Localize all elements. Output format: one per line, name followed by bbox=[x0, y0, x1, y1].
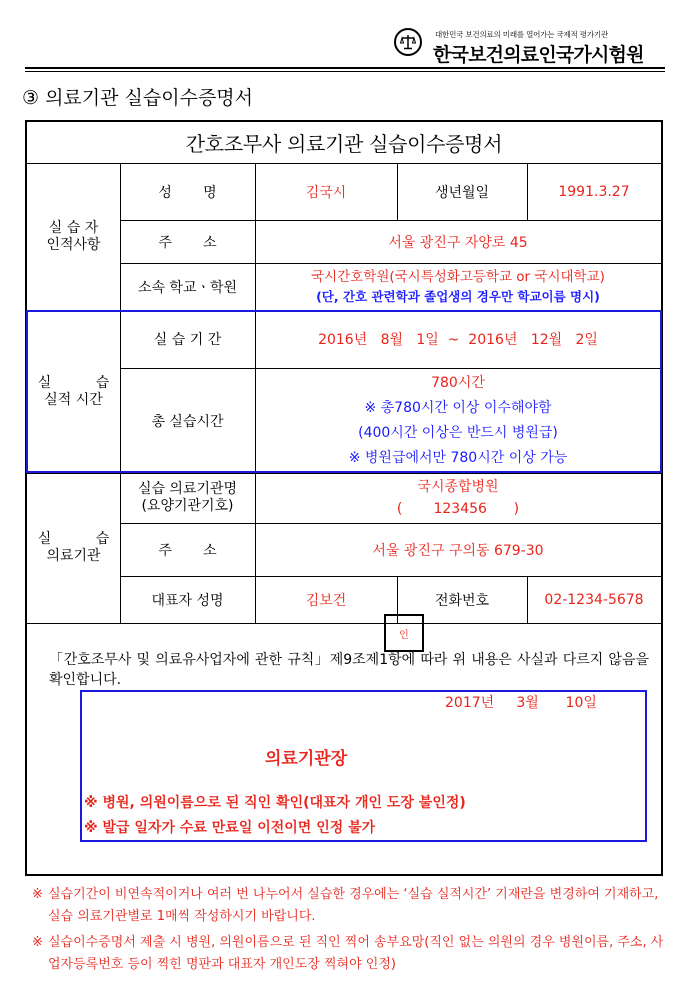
note-item bbox=[32, 932, 672, 976]
period-value: 2016년 8월 1일 ~ 2016년 12월 2일 bbox=[318, 332, 598, 348]
footer-notes bbox=[32, 884, 672, 976]
note-mark: ※ bbox=[32, 887, 43, 902]
section-title: ③ 의료기관 실습이수증명서 bbox=[22, 87, 254, 109]
institute-logo-icon bbox=[394, 28, 422, 56]
institution-name-value: 국시종합병원 bbox=[417, 479, 499, 495]
issue-date: 2017년 3월 10일 bbox=[445, 695, 597, 711]
total-hours-label: 총 실습시간 bbox=[151, 413, 224, 430]
school-note: (단, 간호 관련학과 졸업생의 경우만 학교이름 명시) bbox=[316, 289, 600, 304]
certificate-form bbox=[25, 120, 663, 876]
institution-group-label: 실 습 의료기관 bbox=[37, 531, 110, 564]
total-hours-value: 780시간 bbox=[431, 374, 485, 391]
representative-label: 대표자 성명 bbox=[151, 592, 224, 609]
scales-icon bbox=[399, 33, 417, 51]
grid-line bbox=[27, 623, 661, 624]
note-text: 실습기간이 비연속적이거나 여러 번 나누어서 실습한 경우에는 ‘실습 실적시간’ 기재란을 변경하여 기재하고, 실습 의료기관별로 1매씩 작성하시기 바랍니다. bbox=[48, 887, 659, 924]
header-divider-thin bbox=[25, 71, 665, 72]
org-tagline: 대한민국 보건의료의 미래를 열어가는 국제적 평가기관 bbox=[435, 30, 608, 39]
training-group-label: 실 습 실적 시간 bbox=[37, 374, 110, 408]
name-value: 김국시 bbox=[305, 184, 347, 201]
total-hours-note-1: ※ 총780시간 이상 이수해야함 bbox=[364, 399, 552, 416]
warning-issue-date: ※ 발급 일자가 수료 만료일 이전이면 인정 불가 bbox=[84, 820, 376, 836]
institution-name-label: 실습 의료기관명 (요양기관기호) bbox=[137, 481, 238, 514]
page-header bbox=[0, 0, 690, 80]
total-hours-note-3: ※ 병원급에서만 780시간 이상 가능 bbox=[348, 449, 568, 466]
seal-mark: 인 bbox=[399, 629, 409, 641]
dob-value: 1991.3.27 bbox=[558, 183, 630, 200]
institution-name-cell bbox=[255, 473, 661, 523]
training-highlight-box bbox=[26, 310, 662, 473]
personal-info-group-label: 실 습 자 인적사항 bbox=[46, 219, 101, 253]
official-seal-box bbox=[384, 614, 424, 652]
certification-statement: 「간호조무사 및 의료유사업자에 관한 규칙」제9조제1항에 따라 위 내용은 사실과 다르지 않음을 확인합니다. bbox=[49, 652, 649, 688]
dob-label: 생년월일 bbox=[434, 184, 490, 201]
institution-address-label: 주 소 bbox=[158, 542, 217, 559]
address-value: 서울 광진구 자양로 45 bbox=[388, 234, 528, 251]
phone-value: 02-1234-5678 bbox=[544, 591, 644, 608]
note-mark: ※ bbox=[32, 935, 43, 950]
school-label: 소속 학교ㆍ학원 bbox=[137, 279, 238, 296]
org-name: 한국보건의료인국가시험원 bbox=[433, 44, 644, 66]
signer-title: 의료기관장 bbox=[265, 749, 348, 769]
period-label: 실 습 기 간 bbox=[153, 332, 222, 348]
total-hours-note-2: (400시간 이상은 반드시 병원급) bbox=[358, 424, 558, 441]
header-divider bbox=[25, 67, 665, 69]
phone-label: 전화번호 bbox=[434, 592, 490, 609]
name-label: 성 명 bbox=[158, 184, 217, 201]
school-value: 국시간호학원(국시특성화고등학교 or 국시대학교) bbox=[311, 269, 605, 285]
form-title: 간호조무사 의료기관 실습이수증명서 bbox=[27, 122, 661, 164]
note-item bbox=[32, 884, 672, 928]
institution-code-value: ( 123456 ) bbox=[396, 501, 520, 517]
note-text: 실습이수증명서 제출 시 병원, 의원이름으로 된 직인 찍어 송부요망(직인 없는 의원의 경우 병원이름, 주소, 사업자등록번호 등이 찍힌 명판과 대표자 개인도장 찍혀야 인정) bbox=[48, 935, 664, 972]
address-label: 주 소 bbox=[158, 234, 217, 251]
institution-address-value: 서울 광진구 구의동 679-30 bbox=[372, 542, 544, 559]
warning-seal: ※ 병원, 의원이름으로 된 직인 확인(대표자 개인 도장 불인정) bbox=[84, 795, 466, 811]
representative-value: 김보건 bbox=[305, 592, 347, 609]
school-cell bbox=[255, 263, 661, 310]
